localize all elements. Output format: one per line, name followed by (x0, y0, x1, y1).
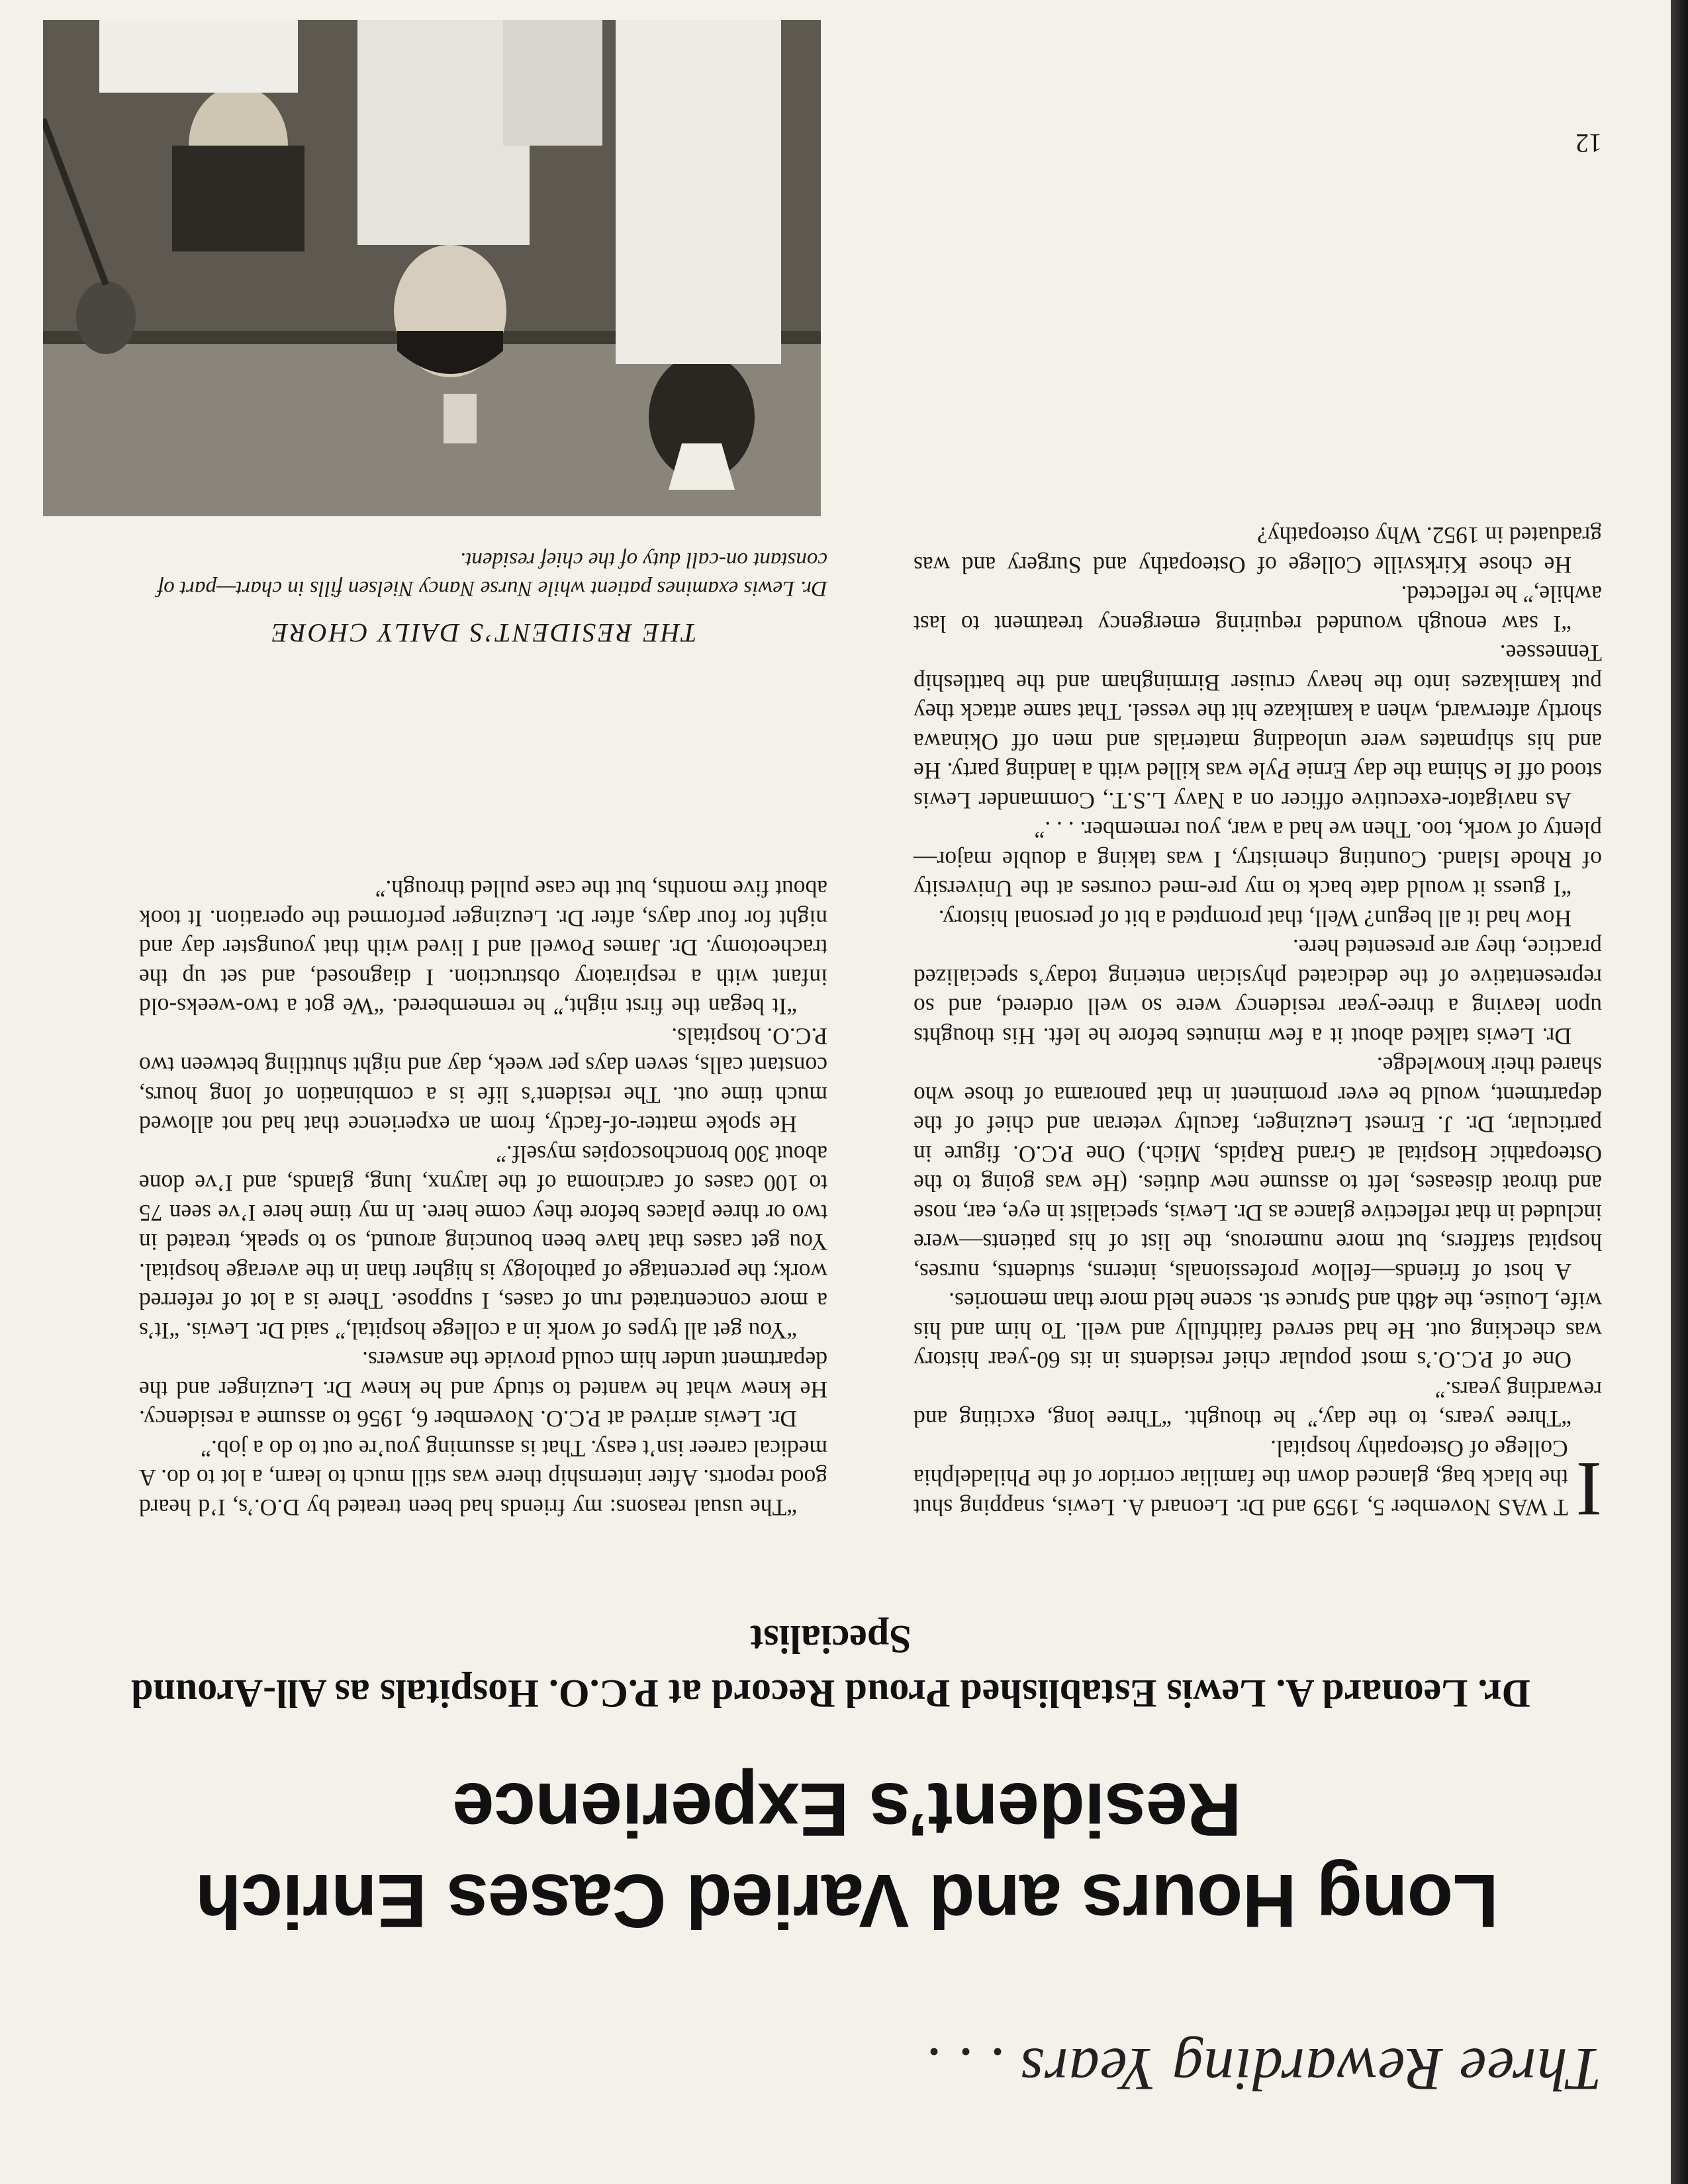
paragraph: He chose Kirksville College of Osteopathy and Surgery and was graduated in 1952. Why osteopathy? (914, 522, 1602, 578)
paragraph: “You get all types of work in a college hospital,” said Dr. Lewis. “It’s a more concentrated run of cases, I suppose. There is a lot of referred work; the percentage of pathology is higher than in the average hospital. You get cases that have been bouncing around, so to speak, treated in two or three places before they come here. In my time here I’ve seen 75 to 100 cases of carcinoma of the larynx, lung, glands, and I’ve done about 300 bronchoscopies myself.” (139, 1141, 827, 1344)
left-column (914, 521, 1602, 1533)
page-number: 12 (1575, 128, 1602, 158)
photo-illustration (43, 20, 821, 516)
paragraph: Dr. Lewis arrived at P.C.O. November 6, 1956 to assume a residency. He knew what he wanted to study and he knew Dr. Leuzinger and the department under him could provide the answers. (139, 1347, 827, 1433)
paragraph: Dr. Lewis talked about it a few minutes before he left. His thoughts upon leaving a three-year residency were so well ordered, and so representative of the dedicated physician entering today’s specialized practice, they are presented here. (914, 934, 1602, 1050)
paragraph: I T WAS November 5, 1959 and Dr. Leonard A. Lewis, snapping shut the black bag, glanced down the familiar corridor of the Philadelphia College of Osteopathy hospital. (914, 1435, 1602, 1533)
paragraph: “I saw enough wounded requiring emergency treatment to last awhile,” he reflected. (914, 581, 1602, 637)
photo-caption: Dr. Lewis examines patient while Nurse Nancy Nielsen fills in chart—part of constant on-call duty of the chief resident. (158, 548, 827, 600)
scan-edge-right (1671, 0, 1688, 2184)
photo-doctor-examining-patient (43, 20, 821, 516)
paragraph: One of P.C.O.’s most popular chief residents in its 60-year history was checking out. He had served faithfully and well. To him and his wife, Louise, the 48th and Spruce st. scene held more than memories. (914, 1288, 1602, 1374)
paragraph: How had it all begun? Well, that prompted a bit of personal history. (938, 905, 1571, 932)
paragraph: He spoke matter-of-factly, from an experience that had not allowed much time out. The resident’s life is a combination of long hours, constant calls, seven days per week, day and night shuttling between two P.C.O. hospitals. (139, 1023, 827, 1138)
headline: Long Hours and Varied Cases Enrich Resident’s Experience (196, 1767, 1499, 1942)
subhead: Dr. Leonard A. Lewis Established Proud Record at P.C.O. Hospitals as All-Around Specialist (131, 1617, 1530, 1715)
right-column (139, 874, 827, 1522)
drop-cap: I (1575, 1446, 1602, 1533)
paragraph: As navigator-executive officer on a Navy L.S.T., Commander Lewis stood off Ie Shima the day Ernie Pyle was killed with a landing party. He and his shipmates were unloading materials and men off Okinawa shortly afterward, when a kamikaze hit the vessel. That same attack they put kamikazes into the heavy cruiser Birmingham and the battleship Tennessee. (914, 640, 1602, 814)
photo-caption-title: THE RESIDENT’S DAILY CHORE (269, 618, 697, 648)
kicker: Three Rewarding Years . . . (924, 2036, 1602, 2103)
paragraph: “I guess it would date back to my pre-med courses at the University of Rhode Island. Counting chemistry, I was taking a double major—plenty of work, too. Then we had a war, you remember. . . .” (914, 817, 1602, 903)
paragraph: “It began the first night,” he remembered. “We got a two-weeks-old infant with a respiratory obstruction. I diagnosed, and set up the tracheotomy. Dr. James Powell and I lived with that youngster day and night for four days, after Dr. Leuzinger performed the operation. It took about five months, but the case pulled through.” (139, 876, 827, 1021)
paragraph: “The usual reasons: my friends had been treated by D.O.’s, I’d heard good reports. After internship there was still much to learn, a lot to do. A medical career isn’t easy. That is assuming you’re out to do a job.” (139, 1435, 827, 1521)
paragraph: “Three years, to the day,” he thought. “Three long, exciting and rewarding years.” (914, 1377, 1602, 1433)
paragraph: A host of friends—fellow professionals, interns, students, nurses, hospital staffers, but more numerous, the list of his patients—were included in that reflective glance as Dr. Lewis, specialist in eye, ear, nose and throat diseases, left to assume new duties. (He was going to the Osteopathic Hospital at Grand Rapids, Mich.) One P.C.O. figure in particular, Dr. J. Ernest Leuzinger, faculty veteran and chief of the department, would be ever prominent in that panorama of those who shared their knowledge. (914, 1052, 1602, 1285)
